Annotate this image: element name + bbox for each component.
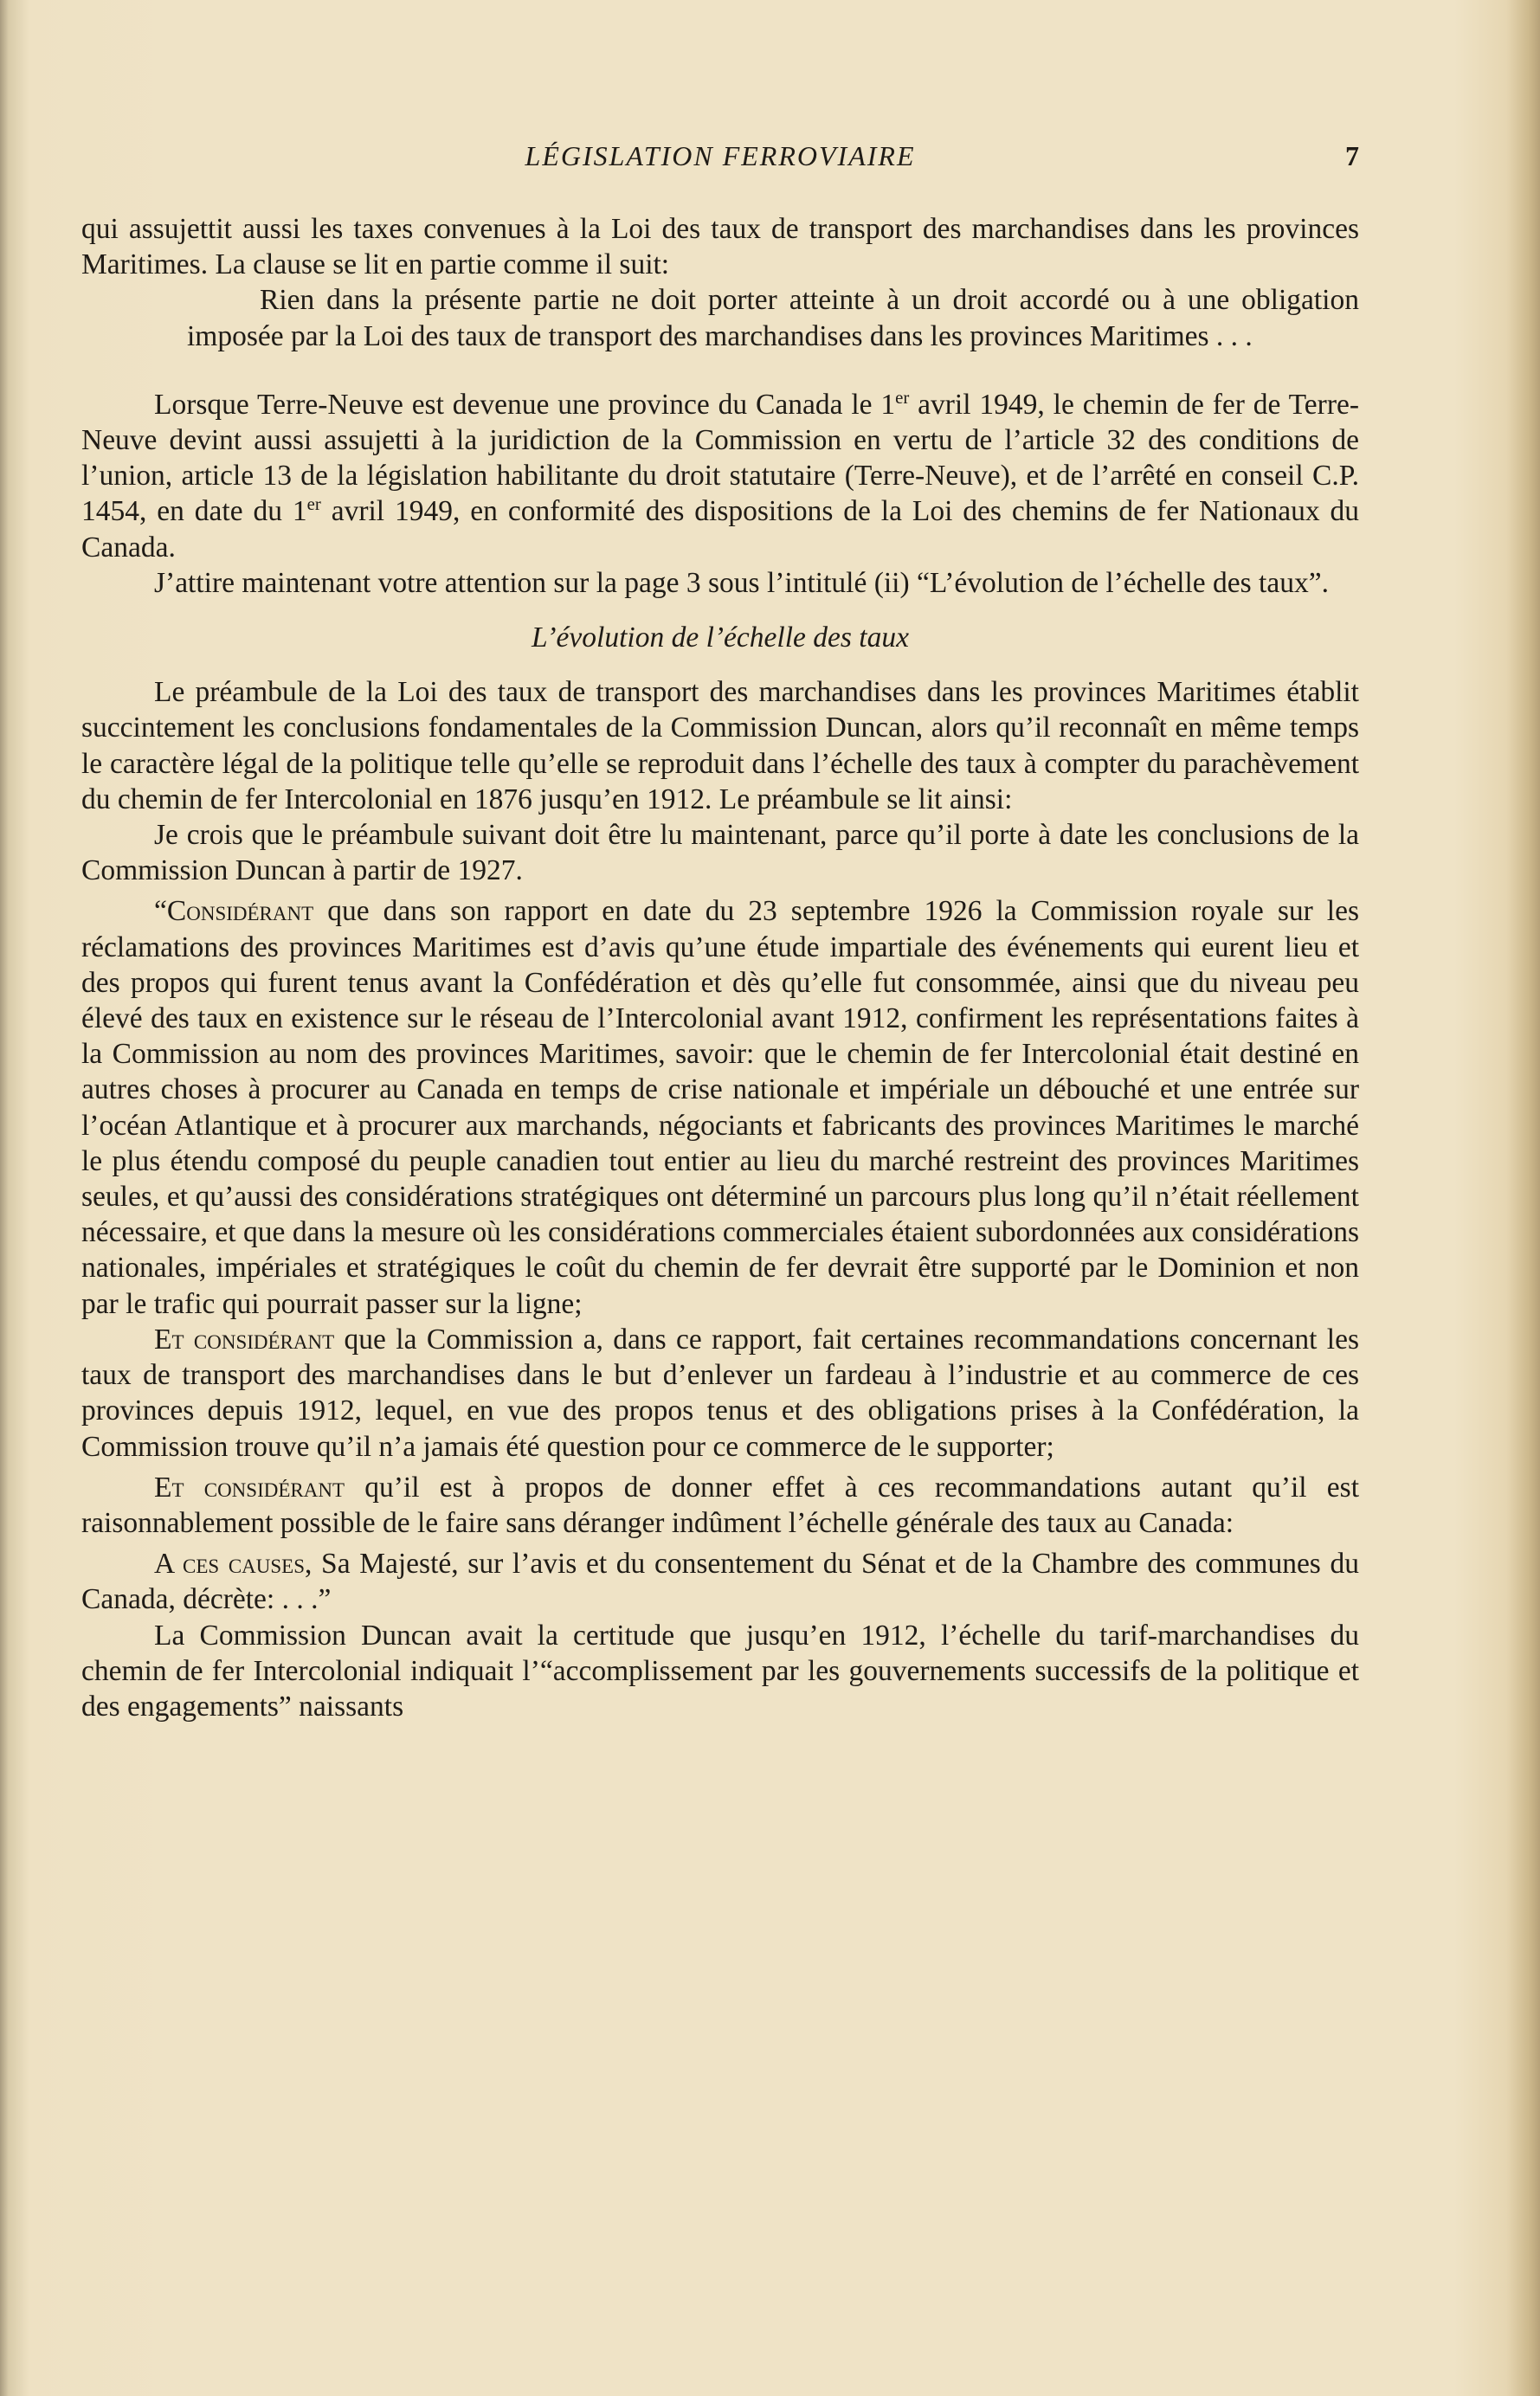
- text-run: , Sa Majesté, sur l’avis et du consentement du Sénat et de la Chambre des communes du Canada, décrète: . . .”: [81, 1548, 1360, 1616]
- superscript: er: [895, 387, 910, 408]
- page-number: 7: [1345, 140, 1359, 171]
- paragraph-newfoundland: [81, 387, 1359, 565]
- paragraph-preamble: Le préambule de la Loi des taux de transport des marchandises dans les provinces Maritimes établit succintement les conclusions fondamentales de la Commission Duncan, alors qu’il reconnaît en même temps le caractère légal de la politique telle qu’elle se reproduit dans l’échelle des taux à compter du parachèvement du chemin de fer Intercolonial en 1876 jusqu’en 1912. Le préambule se lit ainsi:: [81, 676, 1359, 815]
- text-run: que la Commission a, dans ce rapport, fait certaines recommandations concernant les taux de transport des marchandises dans le but d’enlever un fardeau à l’industrie et au commerce de ces provinces depuis 1912, lequel, en vue des propos tenus et des obligations prises à la Confédération, la Commission trouve qu’il n’a jamais été question pour ce commerce de le supporter;: [81, 1323, 1360, 1463]
- text-run: avril 1949, en conformité des dispositions de la Loi des chemins de fer Nationaux du Canada.: [81, 495, 1359, 564]
- smallcaps-text: A ces causes: [154, 1548, 306, 1581]
- paragraph-considerant: [81, 893, 1359, 1321]
- text-run: avril 1949, le chemin de fer de Terre-Neuve devint aussi assujetti à la juridiction de la Commission en vertu de l’article 32 des conditions de l’union, article 13 de la législation habilitante du droit statutaire (Terre-Neuve), et de l’arrêté en conseil C.P. 1454, en date du 1: [81, 388, 1359, 528]
- text-run: qu’il est à propos de donner effet à ces recommandations autant qu’il est raisonnablement possible de le faire sans déranger indûment l’échelle générale des taux au Canada:: [81, 1471, 1360, 1539]
- text-run: “: [154, 895, 167, 928]
- paragraph-et-considerant-2: [81, 1470, 1359, 1541]
- running-head: LÉGISLATION FERROVIAIRE: [525, 140, 916, 171]
- paragraph-et-considerant-1: [81, 1322, 1359, 1465]
- text-run: que dans son rapport en date du 23 septembre 1926 la Commission royale sur les réclamations des provinces Maritimes est d’avis qu’une étude impartiale des événements qui eurent lieu et des propos qui furent tenus avant la Confédération et dès qu’elle fut consommée, ainsi que du niveau peu élevé des taux en existence sur le réseau de l’Intercolonial avant 1912, confirment les représentations faites à la Commission au nom des provinces Maritimes, savoir: que le chemin de fer Intercolonial était destiné en autres choses à procurer au Canada en temps de crise nationale et impériale un débouché et une entrée sur l’océan Atlantique et à procurer aux marchands, négociants et fabricants des provinces Maritimes le marché le plus étendu composé du peuple canadien tout entier au lieu du marché restreint des provinces Maritimes seules, et qu’aussi des considérations stratégiques ont déterminé un parcours plus long qu’il n’était réellement nécessaire, et que dans la mesure où les considérations commerciales étaient subordonnées aux considérations nationales, impériales et stratégiques le coût du chemin de fer devrait être supporté par le Dominion et non par le trafic qui pourrait passer sur la ligne;: [81, 895, 1359, 1320]
- superscript: er: [306, 494, 321, 515]
- smallcaps-text: Considérant: [166, 895, 314, 928]
- smallcaps-text: Et considérant: [154, 1471, 345, 1504]
- smallcaps-text: Et considérant: [154, 1323, 335, 1356]
- paragraph-duncan: La Commission Duncan avait la certitude que jusqu’en 1912, l’échelle du tarif-marchandises du chemin de fer Intercolonial indiquait l’“accomplissement par les gouvernements successifs de la politique et des engagements” naissants: [81, 1619, 1359, 1723]
- section-heading: L’évolution de l’échelle des taux: [532, 622, 909, 654]
- body-text: [81, 211, 1359, 1724]
- paragraph-preamble-note: Je crois que le préambule suivant doit être lu maintenant, parce qu’il porte à date les conclusions de la Commission Duncan à partir de 1927.: [81, 819, 1359, 887]
- page-header: [81, 140, 1359, 178]
- text-run: Lorsque Terre-Neuve est devenue une province du Canada le 1: [154, 388, 896, 421]
- paragraph-attention: J’attire maintenant votre attention sur la page 3 sous l’intitulé (ii) “L’évolution de l’échelle des taux”.: [154, 566, 1329, 599]
- paragraph-a-ces-causes: [81, 1546, 1359, 1617]
- paragraph-continuation: qui assujettit aussi les taxes convenues à la Loi des taux de transport des marchandises dans les provinces Maritimes. La clause se lit en partie comme il suit:: [81, 213, 1359, 281]
- block-quote: Rien dans la présente partie ne doit porter atteinte à un droit accordé ou à une obligation imposée par la Loi des taux de transport des marchandises dans les provinces Maritimes . . .: [187, 284, 1359, 352]
